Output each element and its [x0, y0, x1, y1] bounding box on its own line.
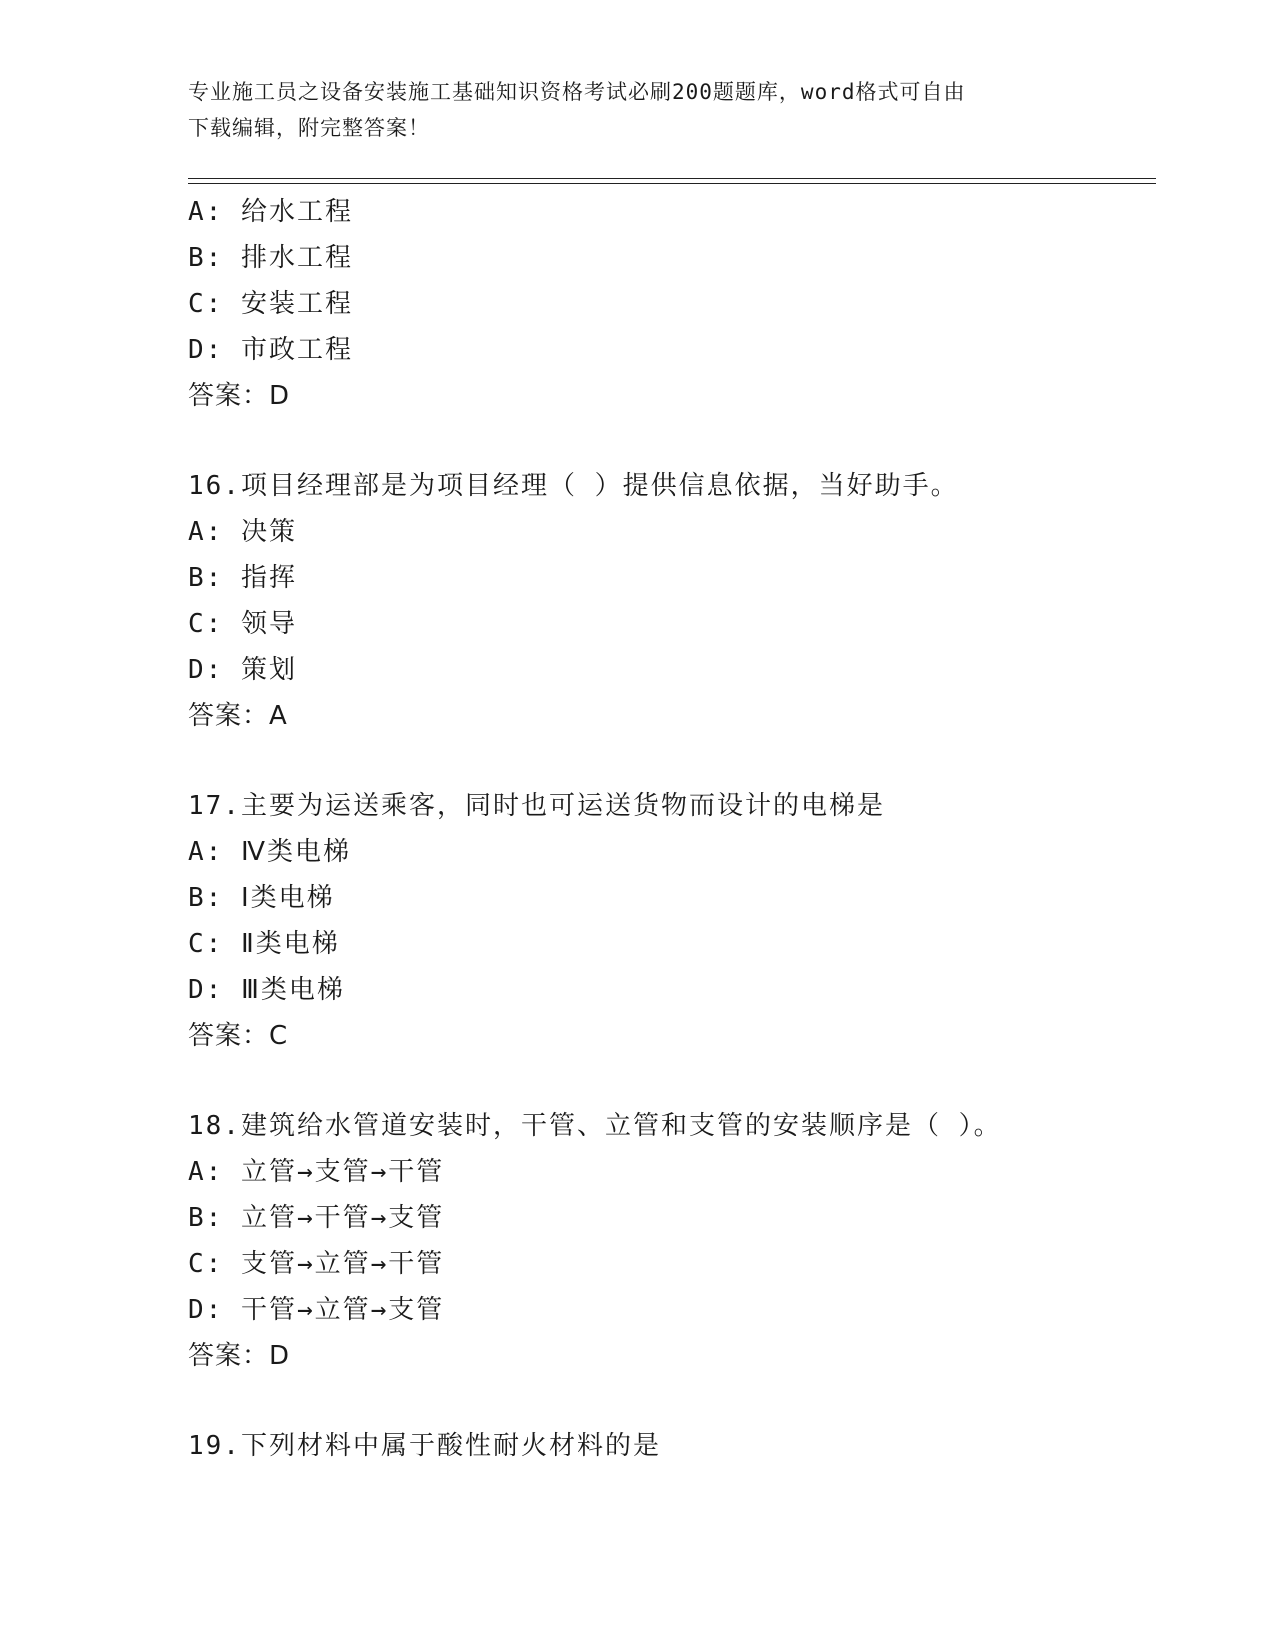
question-19	[188, 1423, 1156, 1469]
option-d: D: 干管→立管→支管	[188, 1295, 445, 1325]
option-c: C: 领导	[188, 609, 297, 639]
answer: 答案：D	[188, 1341, 291, 1371]
option-a: A: Ⅳ类电梯	[188, 837, 351, 867]
option-a: A: 立管→支管→干管	[188, 1157, 445, 1187]
option-b: B: 排水工程	[188, 243, 353, 273]
option-a: A: 决策	[188, 517, 297, 547]
option-b: B: 立管→干管→支管	[188, 1203, 445, 1233]
header-divider-top	[188, 178, 1156, 179]
answer: 答案：D	[188, 381, 291, 411]
question-text: 17.主要为运送乘客，同时也可运送货物而设计的电梯是	[188, 791, 885, 821]
question-list	[188, 189, 1156, 1469]
option-b: B: Ⅰ类电梯	[188, 883, 335, 913]
option-c: C: 安装工程	[188, 289, 353, 319]
question-16	[188, 463, 1156, 739]
document-header	[188, 74, 1068, 146]
question-text: 18.建筑给水管道安装时，干管、立管和支管的安装顺序是（ ）。	[188, 1111, 1002, 1141]
question-18	[188, 1103, 1156, 1379]
option-c: C: 支管→立管→干管	[188, 1249, 445, 1279]
question-text: 16.项目经理部是为项目经理（ ）提供信息依据，当好助手。	[188, 471, 959, 501]
question-17	[188, 783, 1156, 1059]
header-line-2: 下载编辑，附完整答案！	[188, 116, 430, 140]
header-line-1: 专业施工员之设备安装施工基础知识资格考试必刷200题题库，word格式可自由	[188, 80, 966, 104]
option-d: D: 策划	[188, 655, 297, 685]
question-text: 19.下列材料中属于酸性耐火材料的是	[188, 1431, 661, 1461]
question-15	[188, 189, 1156, 419]
option-c: C: Ⅱ类电梯	[188, 929, 340, 959]
option-b: B: 指挥	[188, 563, 297, 593]
answer: 答案：C	[188, 1021, 289, 1051]
answer: 答案：A	[188, 701, 288, 731]
option-a: A: 给水工程	[188, 197, 353, 227]
option-d: D: Ⅲ类电梯	[188, 975, 345, 1005]
option-d: D: 市政工程	[188, 335, 353, 365]
header-divider-bottom	[188, 183, 1156, 184]
